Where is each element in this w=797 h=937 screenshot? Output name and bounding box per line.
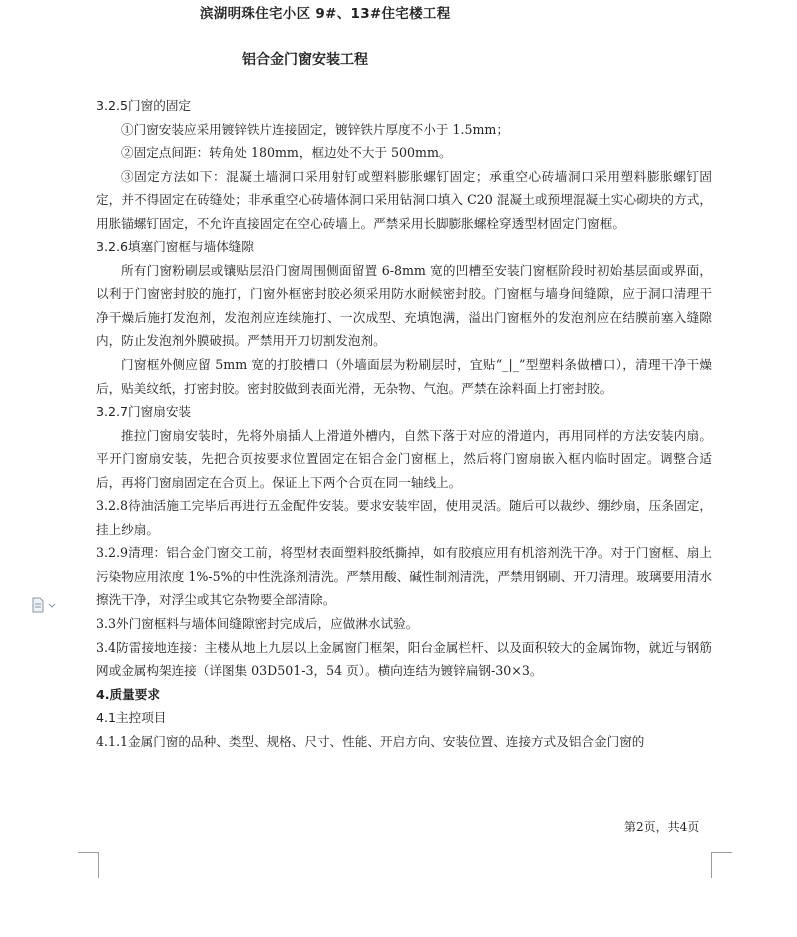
section-heading: 3.2.5门窗的固定 [96,98,192,113]
body-paragraph: 4.1.1金属门窗的品种、类型、规格、尺寸、性能、开启方向、安装位置、连接方式及铝合金门窗的 [96,733,645,749]
body-paragraph: 3.2.8待油活施工完毕后再进行五金配件安装。要求安装牢固，使用灵活。随后可以裁纱、绷纱扇，压条固定，挂上纱扇。 [96,498,712,537]
body-paragraph: 所有门窗粉刷层或镶贴层沿门窗周围侧面留置 6-8mm 宽的凹槽至安装门窗框阶段时初始基层面或界面，以利于门窗密封胶的施打，门窗外框密封胶必须采用防水耐候密封胶。门窗框与墙身间缝隙，应于洞口清理干净干燥后施打发泡剂，发泡剂应连续施打、一次成型、充填饱满，溢出门窗框外的发泡剂应在结膜前塞入缝隙内，防止发泡剂外膜破损。严禁用开刀切割发泡剂。 [96,262,712,349]
section-heading: 3.2.6填塞门窗框与墙体缝隙 [96,239,254,255]
section-heading: 3.2.7门窗扇安装 [96,404,192,420]
crop-mark-bottom-left [78,852,99,878]
crop-mark-bottom-right [711,852,732,878]
body-paragraph: ③固定方法如下：混凝土墙洞口采用射钉或塑料膨胀螺钉固定；承重空心砖墙洞口采用塑料膨胀螺钉固定，并不得固定在砖缝处；非承重空心砖墙体洞口采用钻洞口填入 C20 混凝土或预埋混凝土实心砌块的方式，用胀锚螺钉固定，不允许直接固定在空心砖墙上。严禁采用长脚膨胀螺栓穿透型材固定门窗框。 [96,168,712,231]
section-heading: 4.质量要求 [96,686,160,702]
body-paragraph: 3.2.9清理：铝合金门窗交工前，将型材表面塑料胶纸撕掉，如有胶痕应用有机溶剂洗干净。对于门窗框、扇上污染物应用浓度 1%-5%的中性洗涤剂清洗。严禁用酸、碱性制剂清洗，严禁用钢刷、开刀清理。玻璃要用清水擦洗干净，对浮尘或其它杂物要全部清除。 [96,545,712,608]
document-note-icon[interactable] [32,597,58,613]
project-header-title: 滨湖明珠住宅小区 9#、13#住宅楼工程 [200,6,451,22]
section-heading: 4.1主控项目 [96,710,167,726]
body-paragraph: ②固定点间距：转角处 180mm，框边处不大于 500mm。 [121,145,452,161]
body-paragraph: ①门窗安装应采用镀锌铁片连接固定，镀锌铁片厚度不小于 1.5mm； [121,121,509,137]
document-title: 铝合金门窗安装工程 [242,52,368,68]
document-body [96,94,712,753]
body-paragraph: 推拉门窗扇安装时，先将外扇插人上滑道外槽内，自然下落于对应的滑道内，再用同样的方法安装内扇。平开门窗扇安装，先把合页按要求位置固定在铝合金门窗框上，然后将门窗扇嵌入框内临时固定。调整合适后，再将门窗扇固定在合页上。保证上下两个合页在同一轴线上。 [96,427,712,490]
body-paragraph: 门窗框外侧应留 5mm 宽的打胶槽口（外墙面层为粉刷层时，宜贴“_|_”型塑料条做槽口），清理干净干燥后，贴美纹纸，打密封胶。密封胶做到表面光滑，无杂物、气泡。严禁在涂料面上打密封胶。 [96,357,712,396]
body-paragraph: 3.4防雷接地连接：主楼从地上九层以上金属窗门框架，阳台金属栏杆、以及面积较大的金属饰物，就近与钢筋网或金属构架连接（详图集 03D501-3，54 页）。横向连结为镀锌扁钢-30×3。 [96,639,712,679]
page-number-label: 第2页，共4页 [624,820,700,834]
body-paragraph: 3.3外门窗框料与墙体间缝隙密封完成后，应做淋水试验。 [96,616,419,632]
